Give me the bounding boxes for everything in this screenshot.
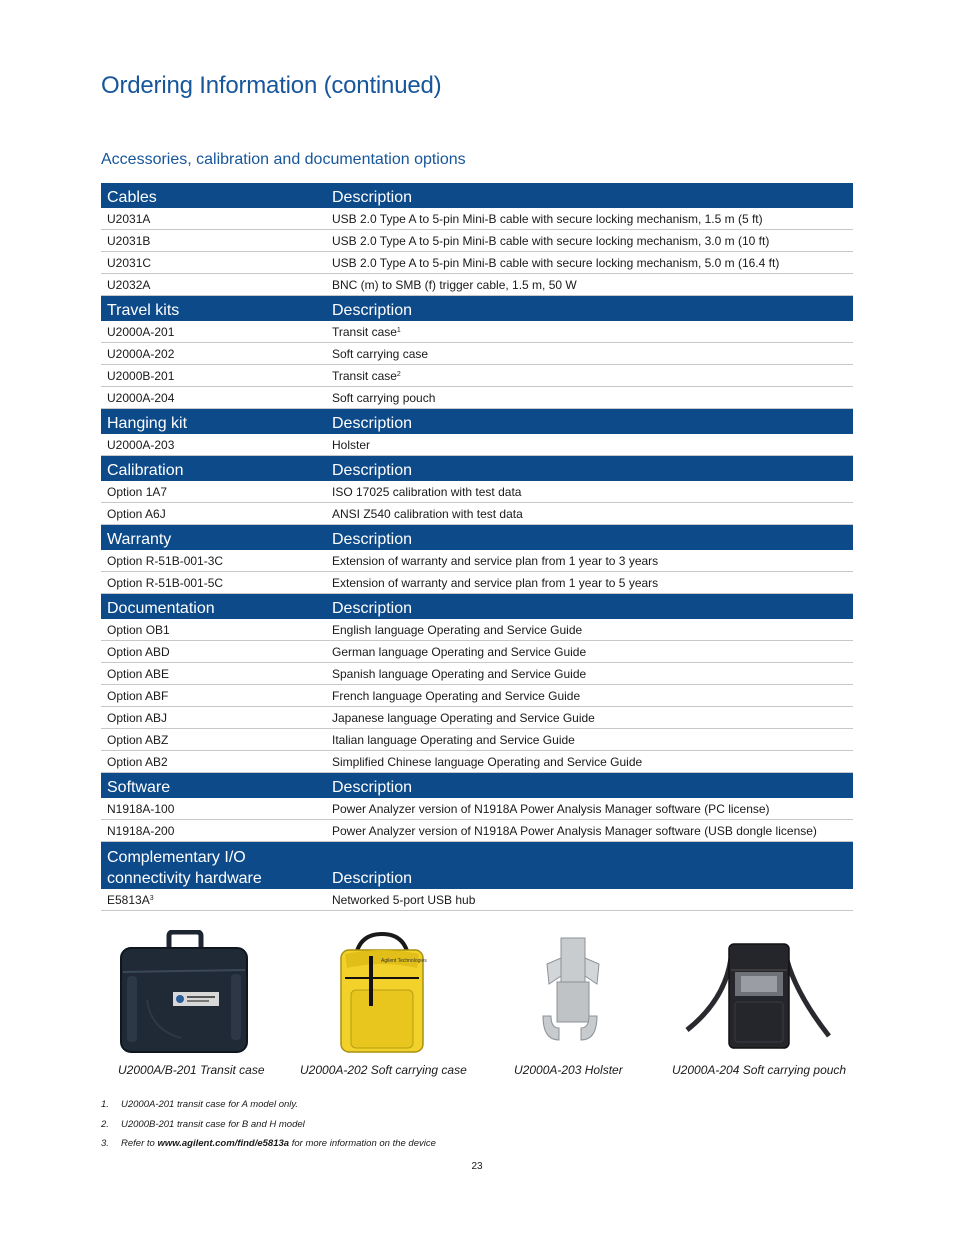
- option-code-cell: [101, 252, 326, 274]
- footnote: [101, 1099, 861, 1119]
- photo-caption-holster: U2000A-203 Holster: [514, 1063, 623, 1077]
- table-row: [101, 434, 853, 456]
- description-text: Spanish language Operating and Service Guide: [332, 666, 587, 681]
- group-header-row: [101, 183, 853, 208]
- description-text: Networked 5-port USB hub: [332, 892, 476, 907]
- table-row: [101, 798, 853, 820]
- footnote-number: 1.: [101, 1099, 109, 1110]
- description-text: ISO 17025 calibration with test data: [332, 484, 522, 499]
- table-row: [101, 365, 853, 387]
- product-photos: [101, 930, 853, 1055]
- table-row: [101, 252, 853, 274]
- table-row: [101, 321, 853, 343]
- description-cell: [326, 820, 853, 842]
- description-text: Transit case: [332, 324, 397, 339]
- option-code: U2000A-203: [107, 437, 175, 452]
- description-heading: Description: [326, 183, 853, 208]
- description-text: Italian language Operating and Service Guide: [332, 732, 575, 747]
- description-cell: [326, 751, 853, 773]
- footnote-text: U2000B-201 transit case for B and H model: [121, 1118, 305, 1130]
- description-cell: [326, 619, 853, 641]
- description-text: German language Operating and Service Guide: [332, 644, 587, 659]
- option-code: Option A6J: [107, 506, 166, 521]
- group-heading: Software: [101, 773, 326, 799]
- option-code-cell: [101, 321, 326, 343]
- table-row: [101, 707, 853, 729]
- group-header-row: [101, 842, 853, 890]
- option-code: N1918A-100: [107, 801, 175, 816]
- description-cell: [326, 387, 853, 409]
- option-code: U2000B-201: [107, 368, 175, 383]
- group-heading: Cables: [101, 183, 326, 208]
- description-cell: [326, 641, 853, 663]
- description-text: BNC (m) to SMB (f) trigger cable, 1.5 m, 50 W: [332, 277, 577, 292]
- option-code-cell: [101, 685, 326, 707]
- table-row: [101, 481, 853, 503]
- footnote: [101, 1119, 861, 1139]
- footnote-text-before: Refer to: [121, 1138, 158, 1149]
- option-code: U2000A-201: [107, 324, 175, 339]
- table-row: [101, 641, 853, 663]
- group-heading: Travel kits: [101, 296, 326, 322]
- option-code-cell: [101, 707, 326, 729]
- option-code: Option ABE: [107, 666, 170, 681]
- ordering-table: [101, 183, 853, 911]
- option-code: Option R-51B-001-3C: [107, 553, 224, 568]
- option-code-cell: [101, 798, 326, 820]
- description-heading: Description: [326, 525, 853, 551]
- table-row: [101, 343, 853, 365]
- option-code-cell: [101, 434, 326, 456]
- description-heading: Description: [326, 842, 853, 890]
- description-text: Simplified Chinese language Operating and Service Guide: [332, 754, 643, 769]
- option-code: N1918A-200: [107, 823, 175, 838]
- description-heading: Description: [326, 456, 853, 482]
- group-heading: Documentation: [101, 594, 326, 620]
- description-heading: Description: [326, 594, 853, 620]
- option-code-cell: [101, 550, 326, 572]
- option-code-cell: [101, 889, 326, 911]
- table-row: [101, 619, 853, 641]
- description-cell: [326, 230, 853, 252]
- description-cell: [326, 434, 853, 456]
- group-heading: Complementary I/O connectivity hardware: [101, 842, 326, 890]
- option-code: U2031C: [107, 255, 152, 270]
- group-header-row: [101, 525, 853, 551]
- description-cell: [326, 798, 853, 820]
- description-cell: [326, 343, 853, 365]
- description-text: Power Analyzer version of N1918A Power Analysis Manager software (USB dongle license): [332, 823, 817, 838]
- description-text: Holster: [332, 437, 371, 452]
- description-text: Soft carrying pouch: [332, 390, 436, 405]
- footnote-number: 2.: [101, 1118, 109, 1130]
- option-code-cell: [101, 751, 326, 773]
- option-code-cell: [101, 230, 326, 252]
- footnote: [101, 1138, 861, 1158]
- case-brand-label: Agilent Technologies: [381, 958, 427, 964]
- table-row: [101, 572, 853, 594]
- option-code: U2031B: [107, 233, 151, 248]
- description-text: USB 2.0 Type A to 5-pin Mini-B cable with secure locking mechanism, 1.5 m (5 ft): [332, 211, 763, 226]
- option-code-cell: [101, 663, 326, 685]
- description-cell: [326, 321, 853, 343]
- description-cell: [326, 252, 853, 274]
- option-code: U2032A: [107, 277, 151, 292]
- photo-caption-soft-carrying-case: U2000A-202 Soft carrying case: [300, 1063, 467, 1077]
- option-code-cell: [101, 208, 326, 230]
- option-code: Option AB2: [107, 754, 168, 769]
- option-code-cell: [101, 572, 326, 594]
- option-code-cell: [101, 274, 326, 296]
- option-code-cell: [101, 481, 326, 503]
- option-code-cell: [101, 343, 326, 365]
- option-code: Option R-51B-001-5C: [107, 575, 224, 590]
- option-code-cell: [101, 503, 326, 525]
- option-code: Option ABF: [107, 688, 169, 703]
- soft-carrying-case-image: [337, 932, 427, 1059]
- footnote-marker: 3: [149, 894, 154, 902]
- option-code: E5813A: [107, 892, 150, 907]
- option-code: U2031A: [107, 211, 151, 226]
- footnotes: [101, 1099, 861, 1158]
- group-header-row: [101, 296, 853, 322]
- table-row: [101, 274, 853, 296]
- table-row: [101, 889, 853, 911]
- description-cell: [326, 889, 853, 911]
- description-text: Extension of warranty and service plan from 1 year to 3 years: [332, 553, 659, 568]
- group-header-row: [101, 773, 853, 799]
- transit-case-image: [117, 930, 249, 1060]
- option-code: Option ABZ: [107, 732, 169, 747]
- description-cell: [326, 572, 853, 594]
- photo-caption-soft-carrying-pouch: U2000A-204 Soft carrying pouch: [672, 1063, 847, 1077]
- footnote-text: U2000A-201 transit case for A model only.: [121, 1099, 299, 1110]
- description-text: Japanese language Operating and Service Guide: [332, 710, 595, 725]
- description-heading: Description: [326, 296, 853, 322]
- table-row: [101, 729, 853, 751]
- footnote-marker: 2: [396, 370, 401, 378]
- soft-carrying-pouch-image: [685, 940, 831, 1059]
- group-header-row: [101, 594, 853, 620]
- description-text: ANSI Z540 calibration with test data: [332, 506, 523, 521]
- description-cell: [326, 685, 853, 707]
- description-cell: [326, 550, 853, 572]
- description-heading: Description: [326, 773, 853, 799]
- description-cell: [326, 208, 853, 230]
- description-cell: [326, 274, 853, 296]
- table-row: [101, 685, 853, 707]
- description-text: Soft carrying case: [332, 346, 429, 361]
- group-heading: Warranty: [101, 525, 326, 551]
- option-code-cell: [101, 729, 326, 751]
- description-text: Power Analyzer version of N1918A Power Analysis Manager software (PC license): [332, 801, 770, 816]
- option-code: U2000A-202: [107, 346, 175, 361]
- description-text: Transit case: [332, 368, 397, 383]
- description-cell: [326, 729, 853, 751]
- footnote-number: 3.: [101, 1138, 109, 1149]
- group-header-row: [101, 456, 853, 482]
- table-row: [101, 503, 853, 525]
- option-code: Option 1A7: [107, 484, 168, 499]
- description-cell: [326, 663, 853, 685]
- group-heading: Hanging kit: [101, 409, 326, 435]
- section-title: Accessories, calibration and documentation options: [101, 151, 466, 168]
- table-row: [101, 208, 853, 230]
- holster-image: [537, 936, 603, 1051]
- description-cell: [326, 481, 853, 503]
- option-code: Option ABJ: [107, 710, 168, 725]
- photo-caption-transit-case: U2000A/B-201 Transit case: [118, 1063, 265, 1077]
- description-text: USB 2.0 Type A to 5-pin Mini-B cable with secure locking mechanism, 3.0 m (10 ft): [332, 233, 770, 248]
- description-cell: [326, 707, 853, 729]
- description-cell: [326, 365, 853, 387]
- option-code-cell: [101, 365, 326, 387]
- option-code: Option OB1: [107, 622, 170, 637]
- footnote-text-after: for more information on the device: [289, 1138, 436, 1149]
- footnote-marker: 1: [396, 326, 401, 334]
- table-row: [101, 550, 853, 572]
- group-header-row: [101, 409, 853, 435]
- agilent-e5813a-link[interactable]: www.agilent.com/find/e5813a: [157, 1138, 290, 1149]
- option-code-cell: [101, 387, 326, 409]
- group-heading: Calibration: [101, 456, 326, 482]
- description-text: French language Operating and Service Guide: [332, 688, 581, 703]
- option-code-cell: [101, 619, 326, 641]
- page-title: Ordering Information (continued): [101, 72, 442, 99]
- option-code: Option ABD: [107, 644, 170, 659]
- description-cell: [326, 503, 853, 525]
- table-row: [101, 387, 853, 409]
- description-text: English language Operating and Service Guide: [332, 622, 583, 637]
- page-number: 23: [471, 1161, 483, 1172]
- description-text: Extension of warranty and service plan from 1 year to 5 years: [332, 575, 659, 590]
- table-row: [101, 230, 853, 252]
- table-row: [101, 820, 853, 842]
- table-row: [101, 663, 853, 685]
- option-code-cell: [101, 820, 326, 842]
- footnote-text: [121, 1138, 436, 1149]
- description-text: USB 2.0 Type A to 5-pin Mini-B cable with secure locking mechanism, 5.0 m (16.4 ft): [332, 255, 780, 270]
- option-code: U2000A-204: [107, 390, 175, 405]
- option-code-cell: [101, 641, 326, 663]
- table-row: [101, 751, 853, 773]
- description-heading: Description: [326, 409, 853, 435]
